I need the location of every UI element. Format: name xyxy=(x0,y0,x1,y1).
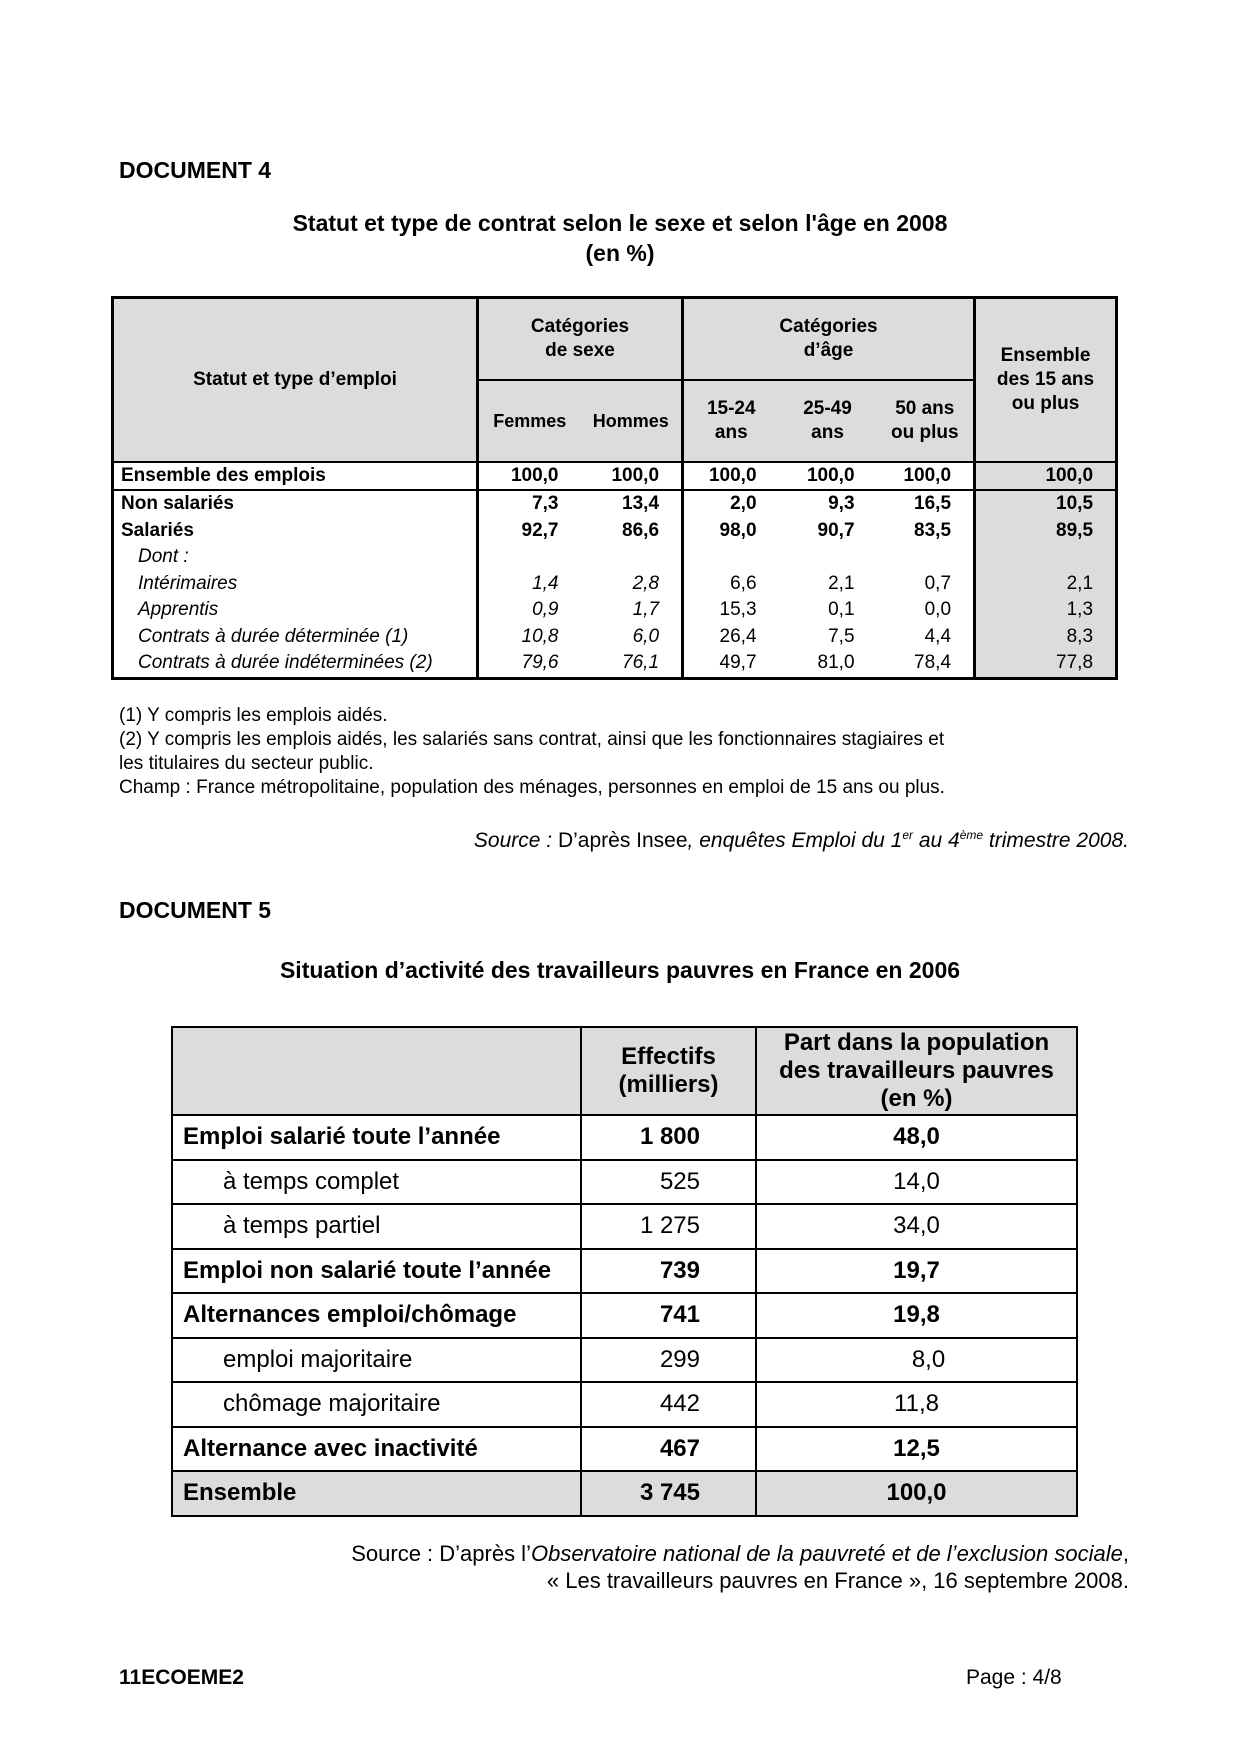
cell-value: 86,6 xyxy=(581,518,683,545)
cell-value: 81,0 xyxy=(779,650,877,678)
row-label: Non salariés xyxy=(113,490,478,518)
row-label: Alternance avec inactivité xyxy=(172,1427,581,1472)
row-label: Emploi salarié toute l’année xyxy=(172,1115,581,1160)
table-row xyxy=(113,462,1117,491)
cell-value: 2,1 xyxy=(828,572,855,594)
source-prefix: Source : xyxy=(473,829,553,852)
source2-line2: « Les travailleurs pauvres en France », 16 septembre 2008. xyxy=(546,1568,1129,1593)
cell-value: 100,0 xyxy=(877,462,975,491)
document-4-title-line1: Statut et type de contrat selon le sexe et selon l'âge en 2008 xyxy=(292,210,948,236)
cell-value: 79,6 xyxy=(478,650,581,678)
table-row xyxy=(113,544,1117,571)
cell-value: 90,7 xyxy=(817,519,855,541)
cell-value: 98,0 xyxy=(719,519,757,541)
header-empty-cell xyxy=(172,1027,581,1115)
row-label: Salariés xyxy=(113,518,478,545)
cell-value: 100,0 xyxy=(779,462,877,491)
header-hommes: Hommes xyxy=(581,380,683,462)
row-label: à temps complet xyxy=(172,1160,581,1205)
cell-part: 100,0 xyxy=(756,1471,1077,1516)
header-age-50-plus xyxy=(877,380,975,462)
header-effectifs xyxy=(581,1027,756,1115)
header-statut: Statut et type d’emploi xyxy=(113,298,478,462)
cell-value: 49,7 xyxy=(683,650,779,678)
cell-effectifs: 442 xyxy=(581,1382,756,1427)
table-row xyxy=(172,1338,1077,1383)
table-row xyxy=(172,1293,1077,1338)
cell-value: 6,0 xyxy=(581,624,683,651)
source-sup-er: er xyxy=(902,828,914,842)
row-label: Intérimaires xyxy=(113,571,478,598)
source2-comma: , xyxy=(1122,1541,1129,1566)
header-age-15-24-line1: 15-24 xyxy=(706,397,756,419)
cell-value: 2,0 xyxy=(730,493,757,515)
cell-value: 89,5 xyxy=(975,518,1117,545)
cell-value: 15,3 xyxy=(719,599,757,621)
header-ensemble-line2: des 15 ans xyxy=(996,368,1095,390)
cell-value xyxy=(683,544,779,571)
table-row xyxy=(172,1382,1077,1427)
row-label: Contrats à durée déterminée (1) xyxy=(113,624,478,651)
cell-value: 92,7 xyxy=(521,519,559,541)
table-row xyxy=(113,624,1117,651)
cell-value: 100,0 xyxy=(975,462,1117,491)
cell-value: 26,4 xyxy=(719,625,757,647)
cell-value: 0,1 xyxy=(828,599,855,621)
cell-value: 78,4 xyxy=(877,650,975,678)
header-age-15-24 xyxy=(683,380,779,462)
table-row xyxy=(172,1204,1077,1249)
row-label: Alternances emploi/chômage xyxy=(172,1293,581,1338)
header-effectifs-line2: (milliers) xyxy=(618,1071,719,1098)
table-row xyxy=(172,1427,1077,1472)
header-cat-age-line1: Catégories xyxy=(779,315,878,337)
row-label: emploi majoritaire xyxy=(172,1338,581,1383)
header-ensemble xyxy=(975,298,1117,462)
header-age-25-49 xyxy=(779,380,877,462)
cell-value: 83,5 xyxy=(877,518,975,545)
cell-part: 12,5 xyxy=(756,1427,1077,1472)
table-row xyxy=(113,650,1117,678)
table-row xyxy=(113,518,1117,545)
document-4-notes xyxy=(119,704,1119,800)
header-cat-age xyxy=(683,298,975,380)
cell-value xyxy=(877,544,975,571)
cell-value: 7,5 xyxy=(828,625,855,647)
header-age-25-49-line2: ans xyxy=(811,421,844,443)
footer-page: Page : 4/8 xyxy=(966,1666,1062,1689)
cell-value: 8,3 xyxy=(975,624,1117,651)
cell-value xyxy=(581,544,683,571)
cell-effectifs: 739 xyxy=(581,1249,756,1294)
row-label: Contrats à durée indéterminées (2) xyxy=(113,650,478,678)
table-row xyxy=(113,597,1117,624)
cell-part: 14,0 xyxy=(756,1160,1077,1205)
cell-effectifs: 1 800 xyxy=(581,1115,756,1160)
cell-value: 2,1 xyxy=(975,571,1117,598)
cell-value: 2,8 xyxy=(581,571,683,598)
cell-value: 100,0 xyxy=(581,462,683,491)
cell-value: 77,8 xyxy=(975,650,1117,678)
cell-value: 10,5 xyxy=(975,490,1117,518)
source-enquetes: , enquêtes Emploi du 1 xyxy=(687,829,903,852)
cell-value: 16,5 xyxy=(877,490,975,518)
cell-value: 10,8 xyxy=(521,625,559,647)
cell-part: 8,0 xyxy=(756,1338,1077,1383)
header-part xyxy=(756,1027,1077,1115)
document-5-title: Situation d’activité des travailleurs pauvres en France en 2006 xyxy=(279,957,961,983)
cell-part: 34,0 xyxy=(756,1204,1077,1249)
header-cat-sexe xyxy=(478,298,683,380)
cell-effectifs: 741 xyxy=(581,1293,756,1338)
cell-value xyxy=(975,544,1117,571)
header-cat-sexe-line1: Catégories xyxy=(530,315,630,337)
row-label: à temps partiel xyxy=(172,1204,581,1249)
cell-effectifs: 525 xyxy=(581,1160,756,1205)
cell-part: 19,8 xyxy=(756,1293,1077,1338)
document-5-label: DOCUMENT 5 xyxy=(119,897,272,923)
table-row xyxy=(113,490,1117,518)
document-4-label: DOCUMENT 4 xyxy=(119,157,272,183)
source-sup-eme: ème xyxy=(959,828,984,842)
cell-effectifs: 3 745 xyxy=(581,1471,756,1516)
header-femmes: Femmes xyxy=(478,380,581,462)
note-1: (1) Y compris les emplois aidés. xyxy=(119,705,388,726)
header-age-15-24-line2: ans xyxy=(714,421,748,443)
row-label: Dont : xyxy=(113,544,478,571)
cell-value: 9,3 xyxy=(828,493,855,515)
header-age-50-plus-line2: ou plus xyxy=(890,421,959,443)
row-label: Apprentis xyxy=(113,597,478,624)
source-insee: D’après Insee xyxy=(552,829,688,852)
table-row xyxy=(172,1471,1077,1516)
header-part-line1: Part dans la population xyxy=(783,1029,1050,1056)
row-label: Ensemble xyxy=(172,1471,581,1516)
document-4-title xyxy=(0,208,1240,268)
statut-contrat-table xyxy=(111,296,1118,680)
document-4-title-line2: (en %) xyxy=(585,240,655,266)
cell-value: 0,7 xyxy=(877,571,975,598)
cell-value: 1,4 xyxy=(532,572,559,594)
source-trimestre: trimestre 2008. xyxy=(983,829,1129,852)
cell-value: 100,0 xyxy=(478,462,581,491)
cell-value: 13,4 xyxy=(581,490,683,518)
cell-value xyxy=(478,544,581,571)
header-cat-age-line2: d’âge xyxy=(803,339,854,361)
cell-part: 19,7 xyxy=(756,1249,1077,1294)
cell-value: 100,0 xyxy=(683,462,779,491)
cell-value: 0,9 xyxy=(532,599,559,621)
header-part-line3: (en %) xyxy=(880,1085,953,1112)
row-label: Ensemble des emplois xyxy=(113,462,478,491)
row-label: chômage majoritaire xyxy=(172,1382,581,1427)
cell-effectifs: 299 xyxy=(581,1338,756,1383)
header-cat-sexe-line2: de sexe xyxy=(545,339,615,361)
cell-part: 48,0 xyxy=(756,1115,1077,1160)
table-row xyxy=(113,571,1117,598)
header-age-25-49-line1: 25-49 xyxy=(803,397,852,419)
row-label: Emploi non salarié toute l’année xyxy=(172,1249,581,1294)
cell-value: 1,7 xyxy=(581,597,683,624)
travailleurs-pauvres-table xyxy=(171,1026,1078,1517)
cell-value: 0,0 xyxy=(877,597,975,624)
cell-value: 1,3 xyxy=(975,597,1117,624)
table-row xyxy=(172,1249,1077,1294)
note-2-cont: les titulaires du secteur public. xyxy=(119,753,374,774)
cell-value xyxy=(779,544,877,571)
header-ensemble-line1: Ensemble xyxy=(1000,344,1091,366)
cell-part: 11,8 xyxy=(756,1382,1077,1427)
cell-effectifs: 1 275 xyxy=(581,1204,756,1249)
cell-value: 76,1 xyxy=(581,650,683,678)
footer-code: 11ECOEME2 xyxy=(119,1666,244,1689)
table-row xyxy=(172,1115,1077,1160)
source2-observatoire: Observatoire national de la pauvreté et de l’exclusion sociale xyxy=(530,1541,1123,1566)
cell-value: 6,6 xyxy=(730,572,757,594)
header-effectifs-line1: Effectifs xyxy=(621,1043,716,1070)
source-au: au 4 xyxy=(913,829,960,852)
cell-value: 7,3 xyxy=(532,493,559,515)
note-2: (2) Y compris les emplois aidés, les salariés sans contrat, ainsi que les fonctionnaires stagiaires et xyxy=(119,729,945,750)
header-age-50-plus-line1: 50 ans xyxy=(895,397,955,419)
note-champ: Champ : France métropolitaine, population des ménages, personnes en emploi de 15 ans ou plus. xyxy=(119,777,945,798)
source2-prefix: Source : D’après l’ xyxy=(351,1541,531,1566)
document-4-source xyxy=(474,828,1129,853)
document-5-source xyxy=(351,1540,1129,1594)
cell-effectifs: 467 xyxy=(581,1427,756,1472)
table-row xyxy=(172,1160,1077,1205)
header-ensemble-line3: ou plus xyxy=(1011,392,1080,414)
header-part-line2: des travailleurs pauvres xyxy=(779,1057,1054,1084)
cell-value: 4,4 xyxy=(877,624,975,651)
